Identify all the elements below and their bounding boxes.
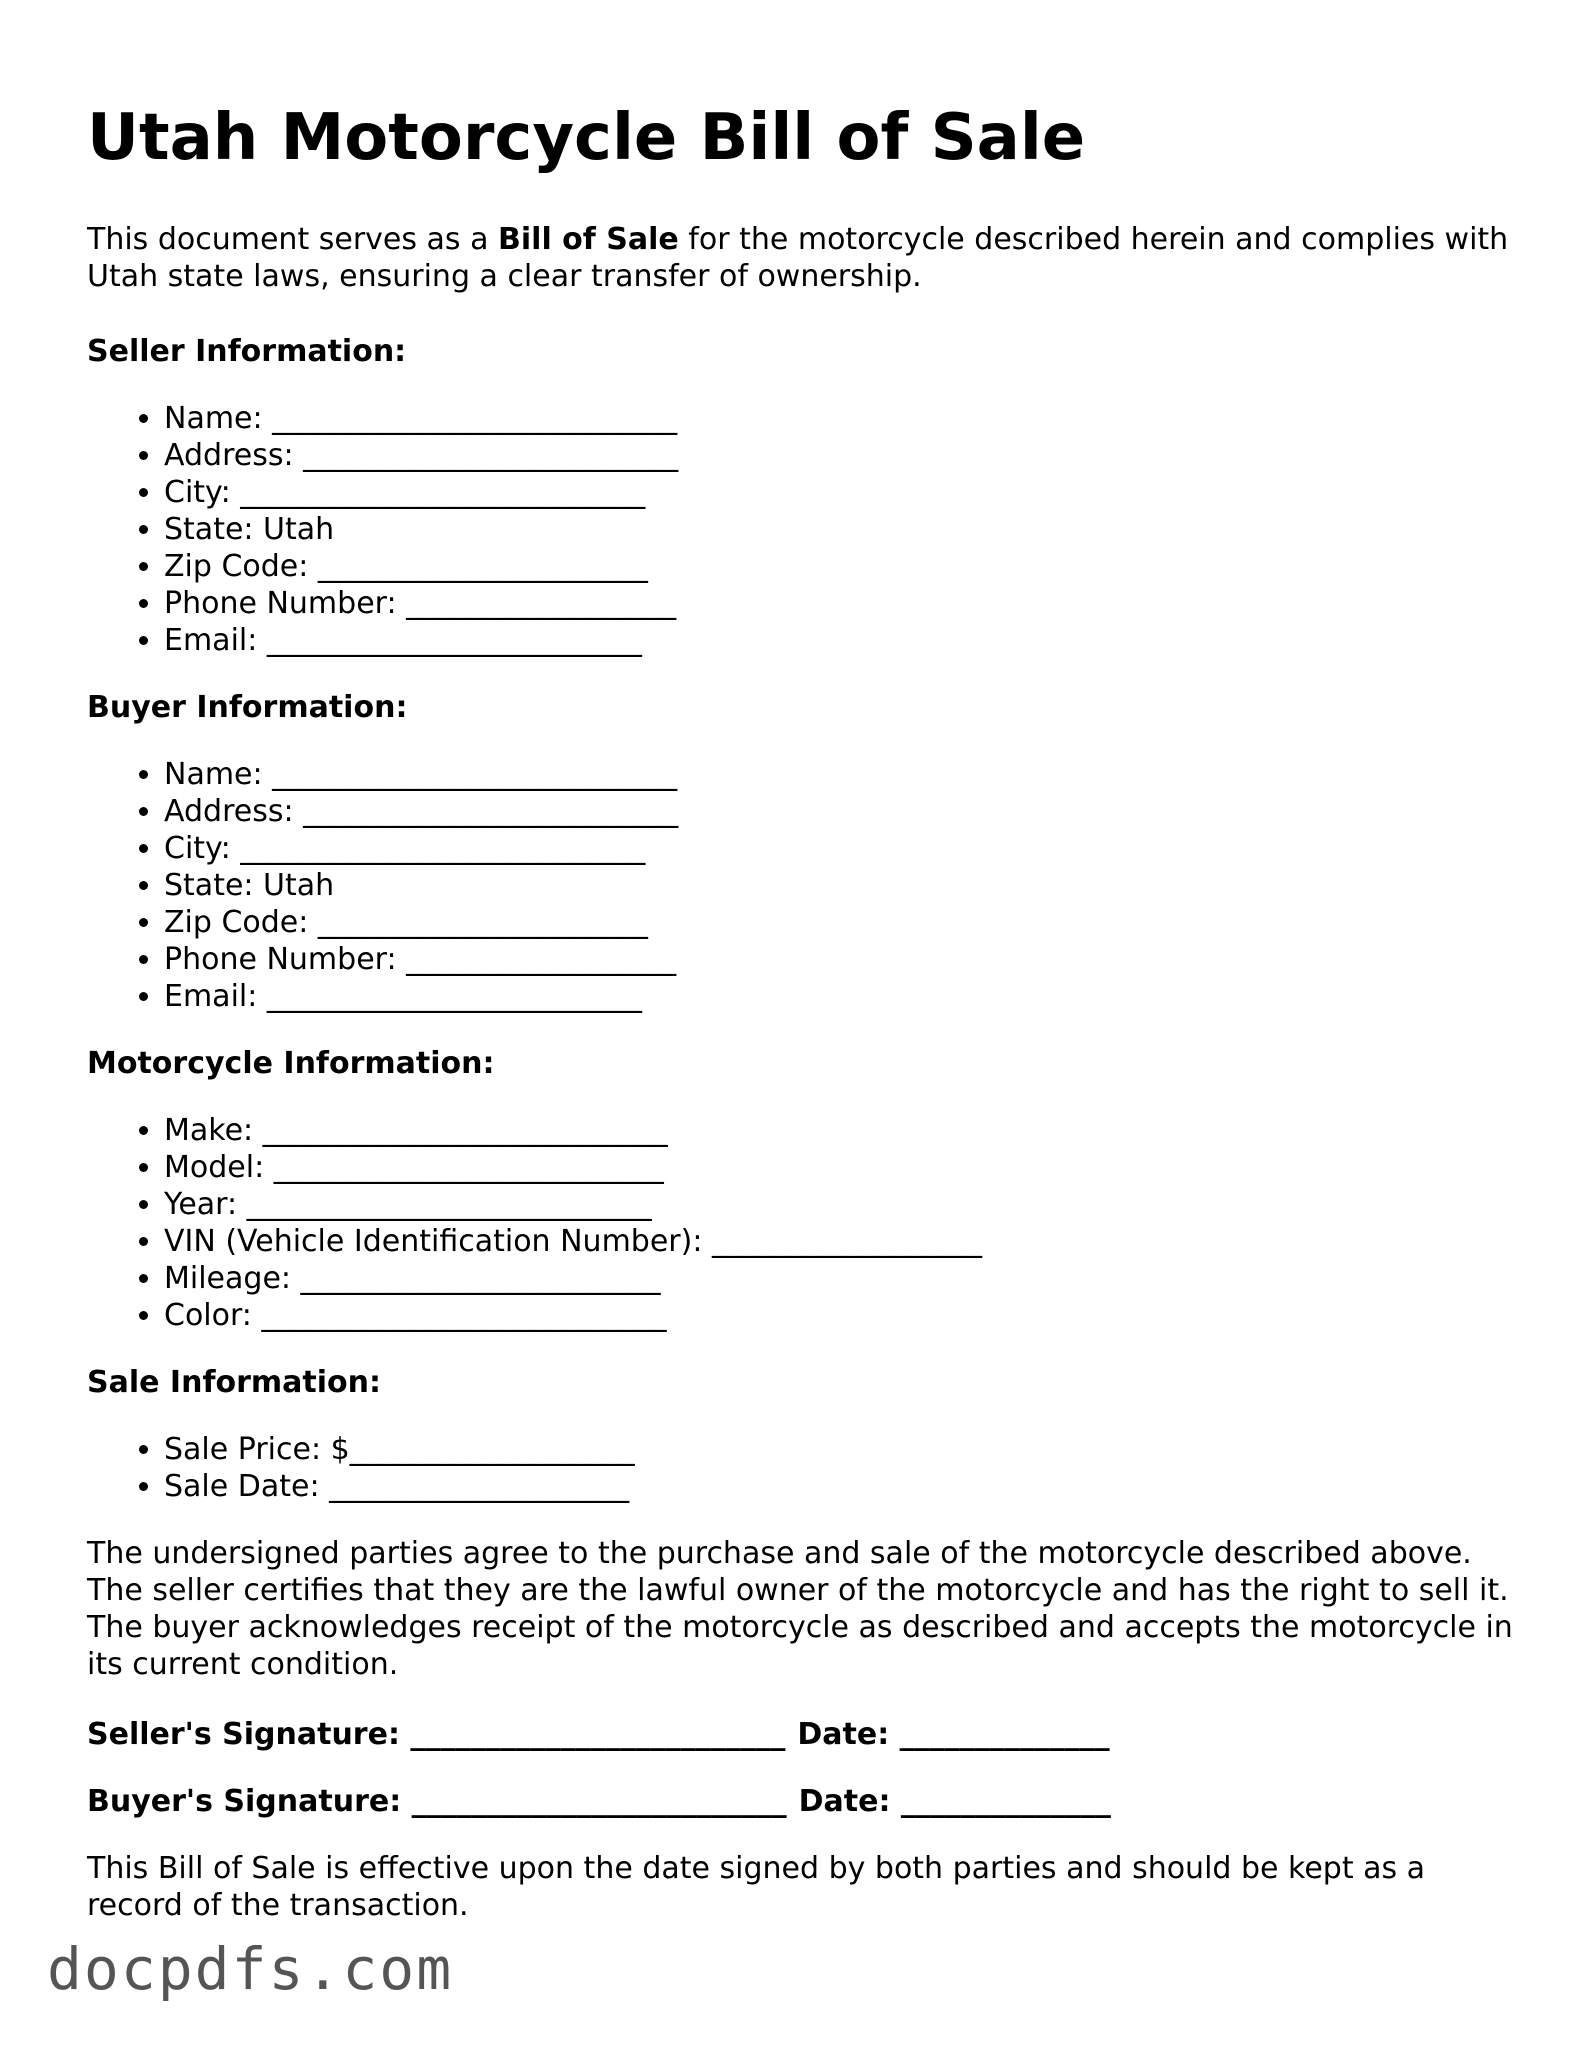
sale-heading: Sale Information:: [87, 1364, 381, 1400]
motorcycle-year-field[interactable]: • Year: ___________________________: [164, 1186, 1517, 1223]
intro-paragraph: [87, 221, 1517, 295]
document-page: [87, 100, 1517, 1924]
seller-email-field[interactable]: • Email: _________________________: [164, 622, 1517, 659]
intro-bold-term: Bill of Sale: [498, 221, 679, 257]
buyer-address-field[interactable]: • Address: _________________________: [164, 793, 1517, 830]
motorcycle-make-field[interactable]: • Make: ___________________________: [164, 1112, 1517, 1149]
seller-heading: Seller Information:: [87, 333, 407, 369]
seller-signature-label: Seller's Signature: _________________________: [87, 1716, 786, 1752]
buyer-heading: Buyer Information:: [87, 689, 408, 725]
buyer-date-label: Date: ______________: [798, 1783, 1111, 1819]
page-title: Utah Motorcycle Bill of Sale: [87, 101, 1086, 175]
motorcycle-mileage-field[interactable]: • Mileage: ________________________: [164, 1260, 1517, 1297]
motorcycle-vin-field[interactable]: • VIN (Vehicle Identification Number): __________________: [164, 1223, 1517, 1260]
buyer-phone-field[interactable]: • Phone Number: __________________: [164, 941, 1517, 978]
buyer-state-field: • State: Utah: [164, 867, 1517, 904]
buyer-signature-line[interactable]: [87, 1783, 1517, 1820]
buyer-list: [87, 756, 1517, 1015]
watermark: docpdfs.com: [47, 1935, 454, 2003]
motorcycle-heading: Motorcycle Information:: [87, 1045, 495, 1081]
buyer-email-field[interactable]: • Email: _________________________: [164, 978, 1517, 1015]
seller-city-field[interactable]: • City: ___________________________: [164, 474, 1517, 511]
buyer-name-field[interactable]: • Name: ___________________________: [164, 756, 1517, 793]
buyer-signature-label: Buyer's Signature: _________________________: [87, 1783, 787, 1819]
buyer-zip-field[interactable]: • Zip Code: ______________________: [164, 904, 1517, 941]
closing-paragraph: This Bill of Sale is effective upon the date signed by both parties and should be kept as a record of the transaction.: [87, 1850, 1426, 1923]
seller-name-field[interactable]: • Name: ___________________________: [164, 400, 1517, 437]
buyer-city-field[interactable]: • City: ___________________________: [164, 830, 1517, 867]
seller-list: [87, 400, 1517, 659]
intro-text-before: This document serves as a: [87, 221, 499, 257]
seller-address-field[interactable]: • Address: _________________________: [164, 437, 1517, 474]
seller-state-field: • State: Utah: [164, 511, 1517, 548]
sale-price-field[interactable]: • Sale Price: $___________________: [164, 1431, 1517, 1468]
seller-phone-field[interactable]: • Phone Number: __________________: [164, 585, 1517, 622]
seller-signature-line[interactable]: [87, 1716, 1517, 1753]
intro-text-after: for the motorcycle described herein and complies with Utah state laws, ensuring a clear transfer of ownership.: [87, 221, 1509, 294]
sale-date-field[interactable]: • Sale Date: ____________________: [164, 1468, 1517, 1505]
seller-zip-field[interactable]: • Zip Code: ______________________: [164, 548, 1517, 585]
motorcycle-color-field[interactable]: • Color: ___________________________: [164, 1297, 1517, 1334]
sale-list: [87, 1431, 1517, 1505]
agreement-paragraph: The undersigned parties agree to the purchase and sale of the motorcycle described above. The seller certifies that they are the lawful owner of the motorcycle and has the right to sell it. The buyer acknowledges receipt of the motorcycle as described and accepts the motorcycle in its current condition.: [87, 1535, 1513, 1682]
seller-date-label: Date: ______________: [797, 1716, 1110, 1752]
motorcycle-list: [87, 1112, 1517, 1334]
motorcycle-model-field[interactable]: • Model: __________________________: [164, 1149, 1517, 1186]
